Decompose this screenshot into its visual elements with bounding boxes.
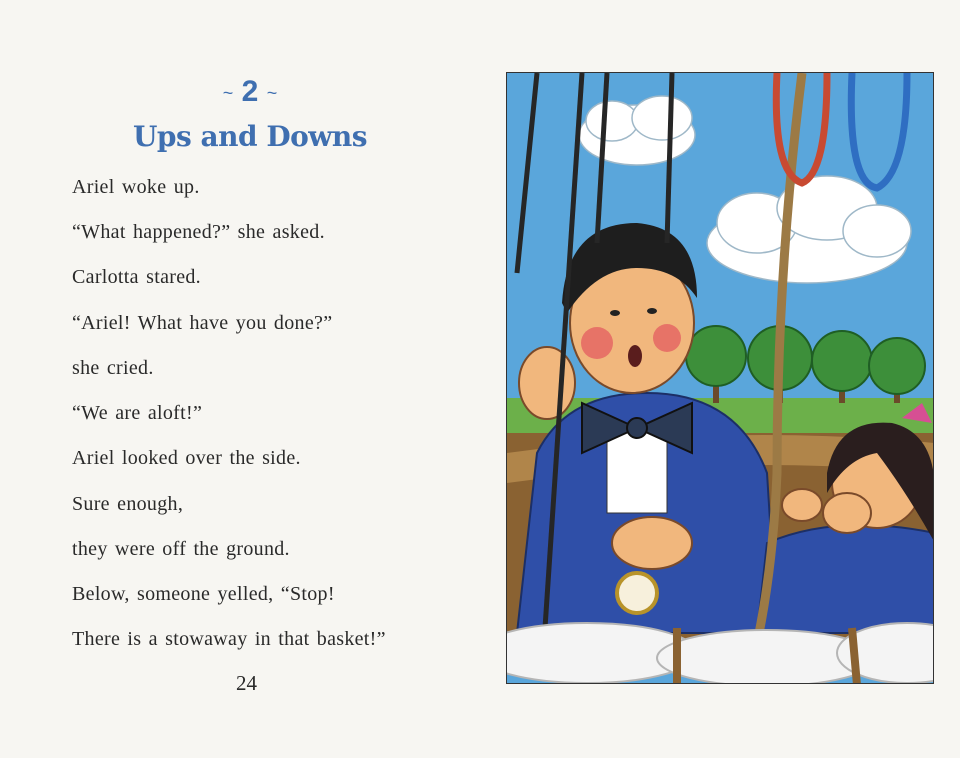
text-line: she cried. [72, 356, 154, 379]
text-line: Carlotta stared. [72, 266, 201, 289]
text-line: Ariel looked over the side. [72, 447, 301, 470]
page-number: 24 [236, 671, 257, 695]
sandbag-strap [852, 628, 857, 684]
text-line: “What happened?” she asked. [72, 221, 325, 244]
tilde-right: ~ [266, 83, 278, 104]
text-line: “Ariel! What have you done?” [72, 311, 333, 334]
text-line: Below, someone yelled, “Stop! [72, 582, 335, 605]
text-line: Ariel woke up. [72, 176, 200, 199]
text-line: “We are aloft!” [72, 402, 203, 425]
sandbag-row [507, 623, 934, 684]
cloud-icon [579, 96, 695, 165]
balloon-basket-illustration [506, 72, 934, 684]
tilde-left: ~ [222, 83, 234, 104]
text-line: Sure enough, [72, 492, 184, 515]
chapter-title: Ups and Downs [132, 120, 367, 154]
illustration-svg [507, 73, 934, 684]
text-column [72, 70, 472, 662]
story-text [72, 165, 472, 662]
chapter-number [72, 72, 428, 113]
text-line: they were off the ground. [72, 537, 290, 560]
text-line: There is a stowaway in that basket!” [72, 628, 386, 651]
chapter-number-value: 2 [241, 75, 259, 108]
